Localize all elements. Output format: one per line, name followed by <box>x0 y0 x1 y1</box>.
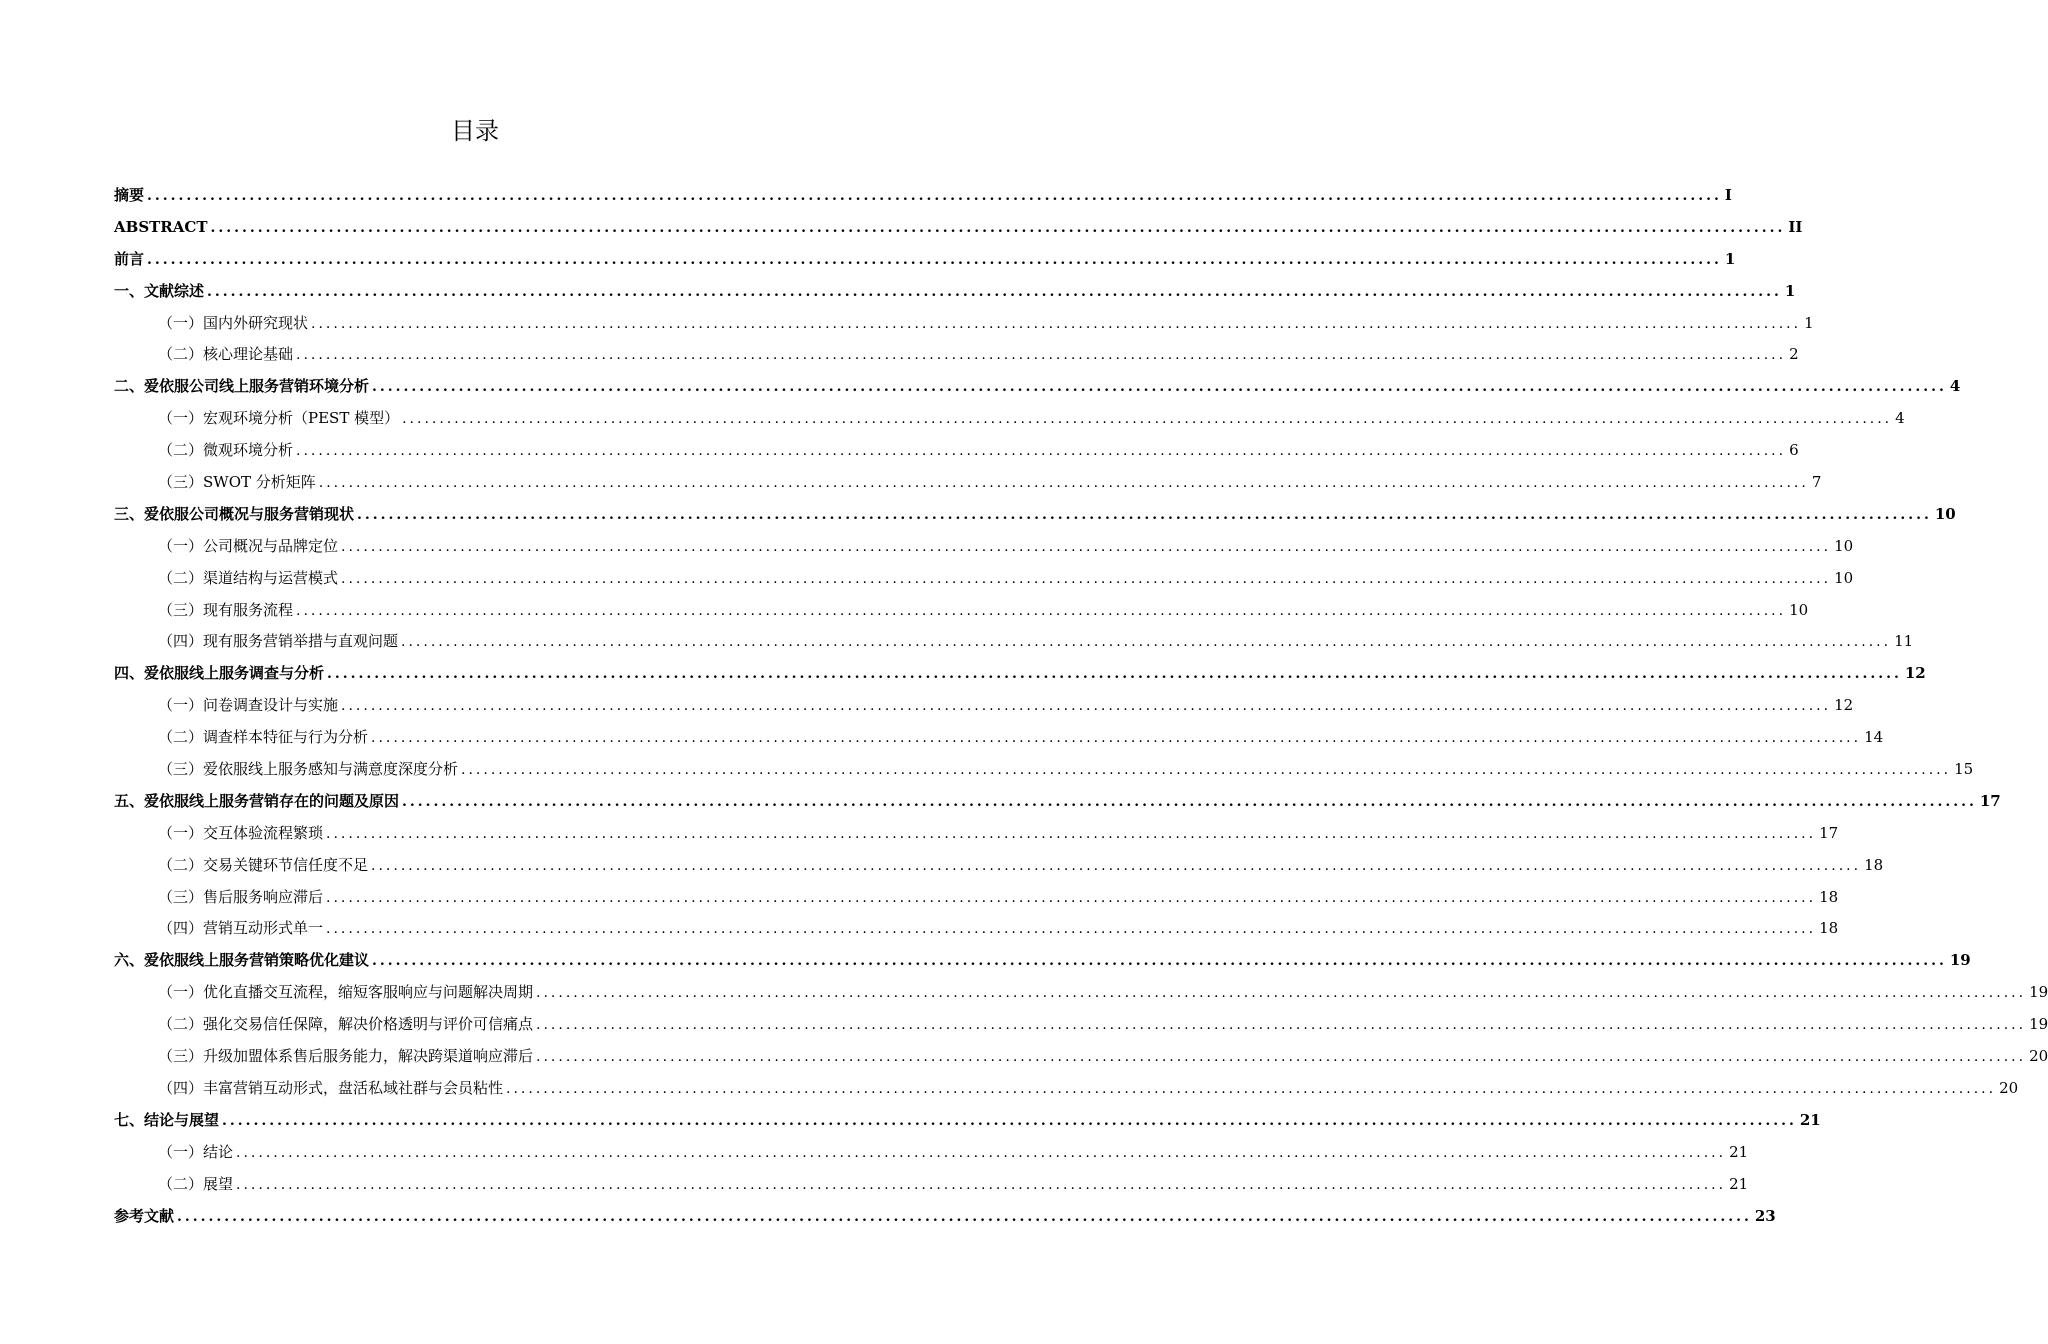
toc-dot-leader: ........................................................................................................................................................................................................ <box>207 283 1782 300</box>
toc-entry-label: （三）现有服务流程 <box>158 600 294 619</box>
toc-entry[interactable] <box>114 212 1803 244</box>
toc-dot-leader: ........................................................................................................................................................................................................ <box>371 857 1862 874</box>
toc-entry[interactable] <box>114 244 1736 276</box>
toc-dot-leader: ........................................................................................................................................................................................................ <box>318 475 1809 492</box>
toc-entry[interactable] <box>114 435 1799 467</box>
toc-entry-page: II <box>1788 217 1803 236</box>
toc-entry-page: 23 <box>1754 1206 1776 1225</box>
toc-entry-label: （三）爱依服线上服务感知与满意度深度分析 <box>158 760 459 779</box>
toc-dot-leader: ........................................................................................................................................................................................................ <box>536 985 2027 1002</box>
toc-entry-page: 18 <box>1819 887 1839 906</box>
toc-entry-label: （一）宏观环境分析（PEST 模型） <box>158 409 400 428</box>
toc-entry-page: 20 <box>1999 1078 2019 1097</box>
toc-entry-page: 12 <box>1904 664 1926 683</box>
toc-entry[interactable] <box>114 1041 2048 1073</box>
toc-entry[interactable] <box>114 371 1961 403</box>
toc-entry-label: （二）调查样本特征与行为分析 <box>158 728 369 747</box>
toc-entry-label: （一）公司概况与品牌定位 <box>158 536 339 555</box>
toc-dot-leader: ........................................................................................................................................................................................................ <box>296 443 1787 460</box>
toc-dot-leader: ........................................................................................................................................................................................................ <box>372 379 1947 396</box>
toc-entry-page: 20 <box>2029 1047 2048 1066</box>
toc-dot-leader: ........................................................................................................................................................................................................ <box>210 219 1786 236</box>
toc-dot-leader: ........................................................................................................................................................................................................ <box>296 347 1787 364</box>
toc-entry-label: （一）结论 <box>158 1142 234 1161</box>
toc-dot-leader: ........................................................................................................................................................................................................ <box>371 730 1862 747</box>
toc-entry[interactable] <box>114 658 1926 690</box>
toc-entry-page: 18 <box>1819 919 1839 938</box>
toc-entry-page: 10 <box>1789 600 1809 619</box>
toc-entry-page: 7 <box>1811 473 1822 492</box>
toc-entry-label: （一）优化直播交互流程，缩短客服响应与问题解决周期 <box>158 983 534 1002</box>
toc-entry[interactable] <box>114 882 1839 914</box>
toc-entry[interactable] <box>114 1169 1749 1201</box>
toc-entry[interactable] <box>114 1073 2019 1105</box>
toc-entry-page: 19 <box>2029 983 2048 1002</box>
toc-entry-label: 前言 <box>114 249 145 268</box>
toc-dot-leader: ........................................................................................................................................................................................................ <box>357 506 1932 523</box>
toc-dot-leader: ........................................................................................................................................................................................................ <box>536 1017 2027 1034</box>
toc-entry-page: 11 <box>1894 632 1914 651</box>
toc-entry[interactable] <box>114 945 1971 977</box>
toc-entry-label: 一、文献综述 <box>114 281 205 300</box>
toc-entry-label: 六、爱依服线上服务营销策略优化建议 <box>114 951 370 970</box>
toc-entry-page: 14 <box>1864 728 1884 747</box>
toc-entry-page: 6 <box>1789 441 1799 460</box>
toc-entry[interactable] <box>114 913 1839 945</box>
toc-entry-label: （三）升级加盟体系售后服务能力，解决跨渠道响应滞后 <box>158 1047 534 1066</box>
toc-dot-leader: ........................................................................................................................................................................................................ <box>402 793 1977 810</box>
toc-entry-page: I <box>1724 186 1732 204</box>
toc-dot-leader: ........................................................................................................................................................................................................ <box>401 634 1892 651</box>
toc-dot-leader: ........................................................................................................................................................................................................ <box>341 538 1832 555</box>
toc-entry-page: 4 <box>1895 409 1905 428</box>
toc-dot-leader: ........................................................................................................................................................................................................ <box>402 411 1893 428</box>
toc-entry[interactable] <box>114 308 1814 340</box>
toc-entry-label: 二、爱依服公司线上服务营销环境分析 <box>114 377 370 396</box>
toc-entry-page: 18 <box>1864 855 1884 874</box>
toc-dot-leader: ........................................................................................................................................................................................................ <box>236 1144 1727 1161</box>
toc-entry-page: 2 <box>1789 345 1799 364</box>
toc-entry-label: （一）国内外研究现状 <box>158 313 309 332</box>
toc-entry[interactable] <box>114 977 2048 1009</box>
toc-entry-page: 10 <box>1834 568 1854 587</box>
toc-entry-page: 21 <box>1729 1142 1749 1161</box>
toc-entry-label: （四）营销互动形式单一 <box>158 919 324 938</box>
toc-entry[interactable] <box>114 1009 2048 1041</box>
table-of-contents <box>114 180 2048 1232</box>
toc-dot-leader: ........................................................................................................................................................................................................ <box>222 1112 1797 1129</box>
toc-dot-leader: ........................................................................................................................................................................................................ <box>326 889 1817 906</box>
toc-dot-leader: ........................................................................................................................................................................................................ <box>326 921 1817 938</box>
toc-entry-page: 1 <box>1724 249 1736 268</box>
toc-entry-page: 17 <box>1979 791 2001 810</box>
toc-entry-label: 摘要 <box>114 186 145 204</box>
toc-dot-leader: ........................................................................................................................................................................................................ <box>372 953 1947 970</box>
page-title: 目录 <box>451 117 499 145</box>
toc-entry[interactable] <box>114 180 1732 212</box>
toc-entry-label: （二）微观环境分析 <box>158 441 294 460</box>
toc-entry[interactable] <box>114 1201 1776 1233</box>
toc-dot-leader: ........................................................................................................................................................................................................ <box>327 666 1902 683</box>
toc-entry-page: 4 <box>1949 377 1961 396</box>
toc-entry-label: （二）强化交易信任保障，解决价格透明与评价可信痛点 <box>158 1015 534 1034</box>
toc-entry-page: 10 <box>1934 504 1956 523</box>
toc-entry[interactable] <box>114 276 1796 308</box>
toc-entry[interactable] <box>114 339 1799 371</box>
toc-entry[interactable] <box>114 1105 1821 1137</box>
toc-dot-leader: ........................................................................................................................................................................................................ <box>341 698 1832 715</box>
toc-dot-leader: ........................................................................................................................................................................................................ <box>311 315 1802 332</box>
toc-entry-label: （二）核心理论基础 <box>158 345 294 364</box>
toc-entry[interactable] <box>114 850 1884 882</box>
toc-entry-label: （一）问卷调查设计与实施 <box>158 696 339 715</box>
toc-dot-leader: ........................................................................................................................................................................................................ <box>177 1208 1752 1225</box>
toc-entry-label: （一）交互体验流程繁琐 <box>158 823 324 842</box>
toc-entry-label: 四、爱依服线上服务调查与分析 <box>114 664 325 683</box>
toc-entry-label: （二）渠道结构与运营模式 <box>158 568 339 587</box>
toc-entry[interactable] <box>114 499 1956 531</box>
toc-entry[interactable] <box>114 626 1914 658</box>
toc-entry[interactable] <box>114 722 1884 754</box>
toc-entry[interactable] <box>114 403 1905 435</box>
toc-entry[interactable] <box>114 818 1839 850</box>
toc-entry-page: 1 <box>1784 281 1796 300</box>
toc-dot-leader: ........................................................................................................................................................................................................ <box>536 1049 2027 1066</box>
toc-entry-page: 21 <box>1799 1110 1821 1129</box>
toc-dot-leader: ........................................................................................................................................................................................................ <box>461 762 1952 779</box>
toc-entry-page: 12 <box>1834 696 1854 715</box>
toc-entry[interactable] <box>114 754 1974 786</box>
toc-entry[interactable] <box>114 690 1854 722</box>
toc-entry[interactable] <box>114 1137 1749 1169</box>
toc-dot-leader: ........................................................................................................................................................................................................ <box>341 570 1832 587</box>
toc-entry-label: （四）丰富营销互动形式，盘活私域社群与会员粘性 <box>158 1078 504 1097</box>
toc-entry-page: 17 <box>1819 823 1839 842</box>
toc-dot-leader: ........................................................................................................................................................................................................ <box>147 188 1722 204</box>
toc-entry-label: （三）售后服务响应滞后 <box>158 887 324 906</box>
toc-entry-label: （二）交易关键环节信任度不足 <box>158 855 369 874</box>
toc-entry[interactable] <box>114 531 1854 563</box>
toc-entry-label: （四）现有服务营销举措与直观问题 <box>158 632 399 651</box>
toc-entry-page: 19 <box>1949 951 1971 970</box>
toc-dot-leader: ........................................................................................................................................................................................................ <box>296 602 1787 619</box>
toc-entry[interactable] <box>114 467 1822 499</box>
toc-dot-leader: ........................................................................................................................................................................................................ <box>326 825 1817 842</box>
toc-entry-page: 10 <box>1834 536 1854 555</box>
toc-entry-label: （二）展望 <box>158 1174 234 1193</box>
toc-dot-leader: ........................................................................................................................................................................................................ <box>506 1080 1997 1097</box>
toc-entry-label: （三）SWOT 分析矩阵 <box>158 473 316 492</box>
toc-entry-label: 五、爱依服线上服务营销存在的问题及原因 <box>114 791 400 810</box>
toc-entry-page: 21 <box>1729 1174 1749 1193</box>
toc-entry[interactable] <box>114 786 2001 818</box>
toc-entry-label: ABSTRACT <box>114 217 208 236</box>
toc-entry-label: 七、结论与展望 <box>114 1110 220 1129</box>
toc-entry-page: 1 <box>1804 313 1814 332</box>
toc-entry-label: 三、爱依服公司概况与服务营销现状 <box>114 504 355 523</box>
toc-entry[interactable] <box>114 563 1854 595</box>
toc-entry[interactable] <box>114 595 1809 627</box>
toc-dot-leader: ........................................................................................................................................................................................................ <box>147 251 1722 268</box>
toc-entry-label: 参考文献 <box>114 1206 175 1225</box>
toc-dot-leader: ........................................................................................................................................................................................................ <box>236 1176 1727 1193</box>
toc-entry-page: 15 <box>1954 760 1974 779</box>
toc-entry-page: 19 <box>2029 1015 2048 1034</box>
